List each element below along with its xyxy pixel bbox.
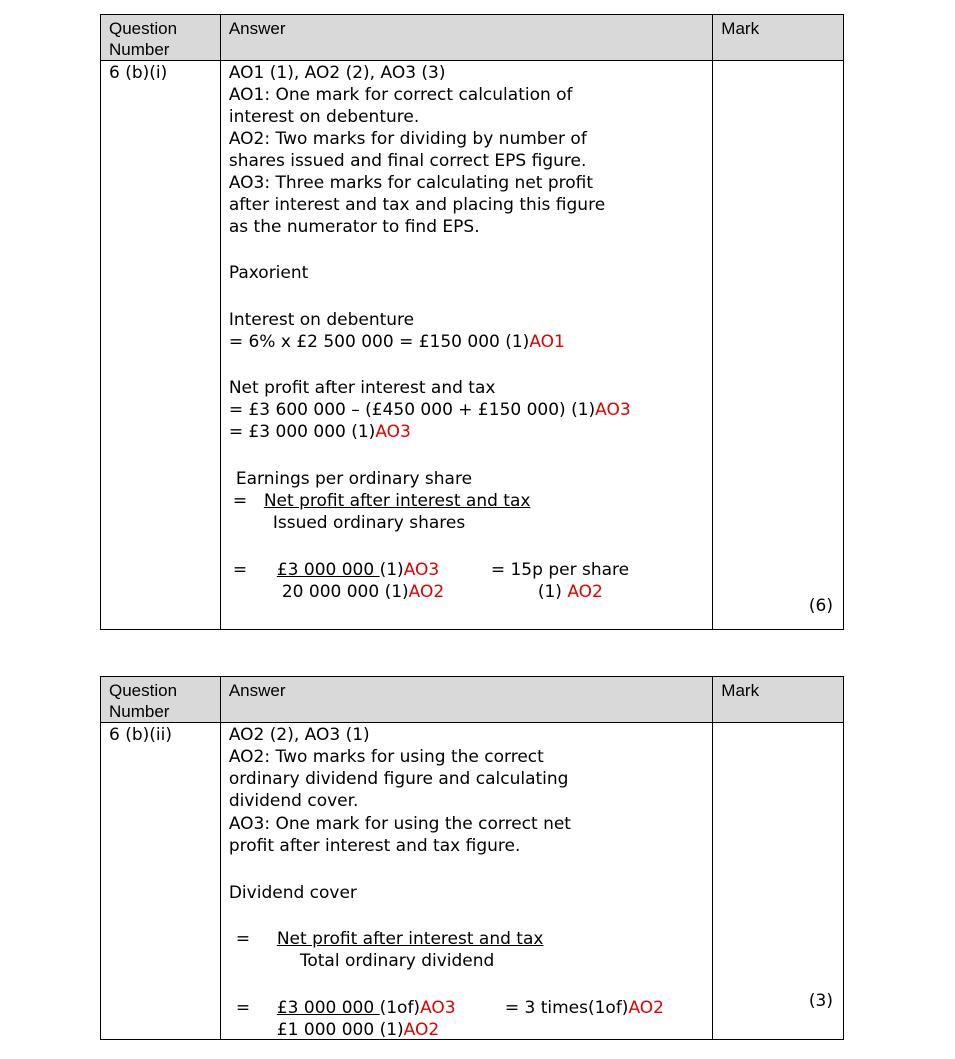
mark-value: (6) bbox=[808, 596, 833, 616]
question-number: 6 (b)(i) bbox=[109, 63, 168, 83]
mark-cell bbox=[713, 723, 844, 1040]
ao-description-line: AO2: Two marks for using the correct bbox=[228, 747, 544, 767]
header-question-number: Question Number bbox=[109, 19, 178, 59]
net-profit-label: Net profit after interest and tax bbox=[228, 378, 496, 398]
ao-tag: AO3 bbox=[403, 560, 440, 580]
ao-description-line: shares issued and final correct EPS figure. bbox=[228, 151, 587, 171]
dc-denominator-label: Total ordinary dividend bbox=[299, 951, 495, 971]
ao-description-line: interest on debenture. bbox=[228, 107, 420, 127]
header-question-number: Question Number bbox=[109, 681, 178, 721]
table-header-row bbox=[101, 677, 844, 723]
ao-summary: AO2 (2), AO3 (1) bbox=[228, 725, 370, 745]
question-number: 6 (b)(ii) bbox=[109, 725, 172, 745]
answer-cell bbox=[220, 723, 712, 1040]
answer-cell bbox=[220, 61, 712, 630]
ao-tag: AO2 bbox=[567, 582, 603, 602]
ao-tag: AO3 bbox=[375, 422, 411, 442]
ao-tag: AO3 bbox=[595, 400, 631, 420]
header-answer: Answer bbox=[228, 19, 286, 38]
net-profit-calculation: = £3 600 000 – (£450 000 + £150 000) (1)AO3 bbox=[228, 400, 631, 420]
ao-description-line: profit after interest and tax figure. bbox=[228, 836, 521, 856]
ao-tag: AO2 bbox=[628, 998, 664, 1018]
dc-calc-result: = 3 times(1of)AO2 bbox=[504, 998, 664, 1018]
header-answer: Answer bbox=[228, 681, 286, 700]
marking-table-q6bii bbox=[100, 676, 844, 1040]
eps-calc-equals: = bbox=[232, 560, 248, 580]
ao-description-line: AO3: Three marks for calculating net profit bbox=[228, 173, 594, 193]
company-name: Paxorient bbox=[228, 263, 309, 283]
mark-cell bbox=[713, 61, 844, 630]
ao-tag: AO2 bbox=[408, 582, 445, 602]
answer-row bbox=[101, 723, 844, 1040]
ao-tag: AO3 bbox=[420, 998, 456, 1018]
ao-description-line: after interest and tax and placing this figure bbox=[228, 195, 606, 215]
marking-table-q6bi bbox=[100, 14, 844, 630]
ao-tag: AO1 bbox=[529, 332, 565, 352]
interest-calculation: = 6% x £2 500 000 = £150 000 (1)AO1 bbox=[228, 332, 565, 352]
eps-label: Earnings per ordinary share bbox=[235, 469, 473, 489]
dc-calc-equals: = bbox=[235, 998, 251, 1018]
ao-description-line: AO1: One mark for correct calculation of bbox=[228, 85, 573, 105]
eps-numerator-label: Net profit after interest and tax bbox=[263, 491, 531, 511]
ao-description-line: AO2: Two marks for dividing by number of bbox=[228, 129, 587, 149]
eps-calc-numerator: £3 000 000 (1)AO3 bbox=[276, 560, 440, 580]
ao-description-line: AO3: One mark for using the correct net bbox=[228, 814, 571, 834]
ao-description-line: as the numerator to find EPS. bbox=[228, 217, 480, 237]
header-mark: Mark bbox=[721, 19, 760, 38]
dc-numerator-label: Net profit after interest and tax bbox=[276, 929, 544, 949]
dividend-cover-label: Dividend cover bbox=[228, 883, 357, 903]
dc-calc-numerator: £3 000 000 (1of)AO3 bbox=[276, 998, 456, 1018]
eps-equals: = bbox=[232, 491, 248, 511]
eps-calc-result: = 15p per share bbox=[490, 560, 630, 580]
net-profit-result: = £3 000 000 (1)AO3 bbox=[228, 422, 411, 442]
header-mark: Mark bbox=[721, 681, 760, 700]
mark-value: (3) bbox=[808, 991, 833, 1011]
eps-denominator-label: Issued ordinary shares bbox=[272, 513, 466, 533]
ao-description-line: dividend cover. bbox=[228, 791, 359, 811]
answer-row bbox=[101, 61, 844, 630]
eps-calc-result-mark: (1) AO2 bbox=[537, 582, 603, 602]
table-header-row bbox=[101, 15, 844, 61]
ao-tag: AO2 bbox=[403, 1020, 440, 1040]
dc-equals: = bbox=[235, 929, 251, 949]
dc-calc-denominator: £1 000 000 (1)AO2 bbox=[276, 1020, 440, 1040]
ao-description-line: ordinary dividend figure and calculating bbox=[228, 769, 569, 789]
eps-calc-denominator: 20 000 000 (1)AO2 bbox=[281, 582, 445, 602]
ao-summary: AO1 (1), AO2 (2), AO3 (3) bbox=[228, 63, 446, 83]
interest-label: Interest on debenture bbox=[228, 310, 415, 330]
